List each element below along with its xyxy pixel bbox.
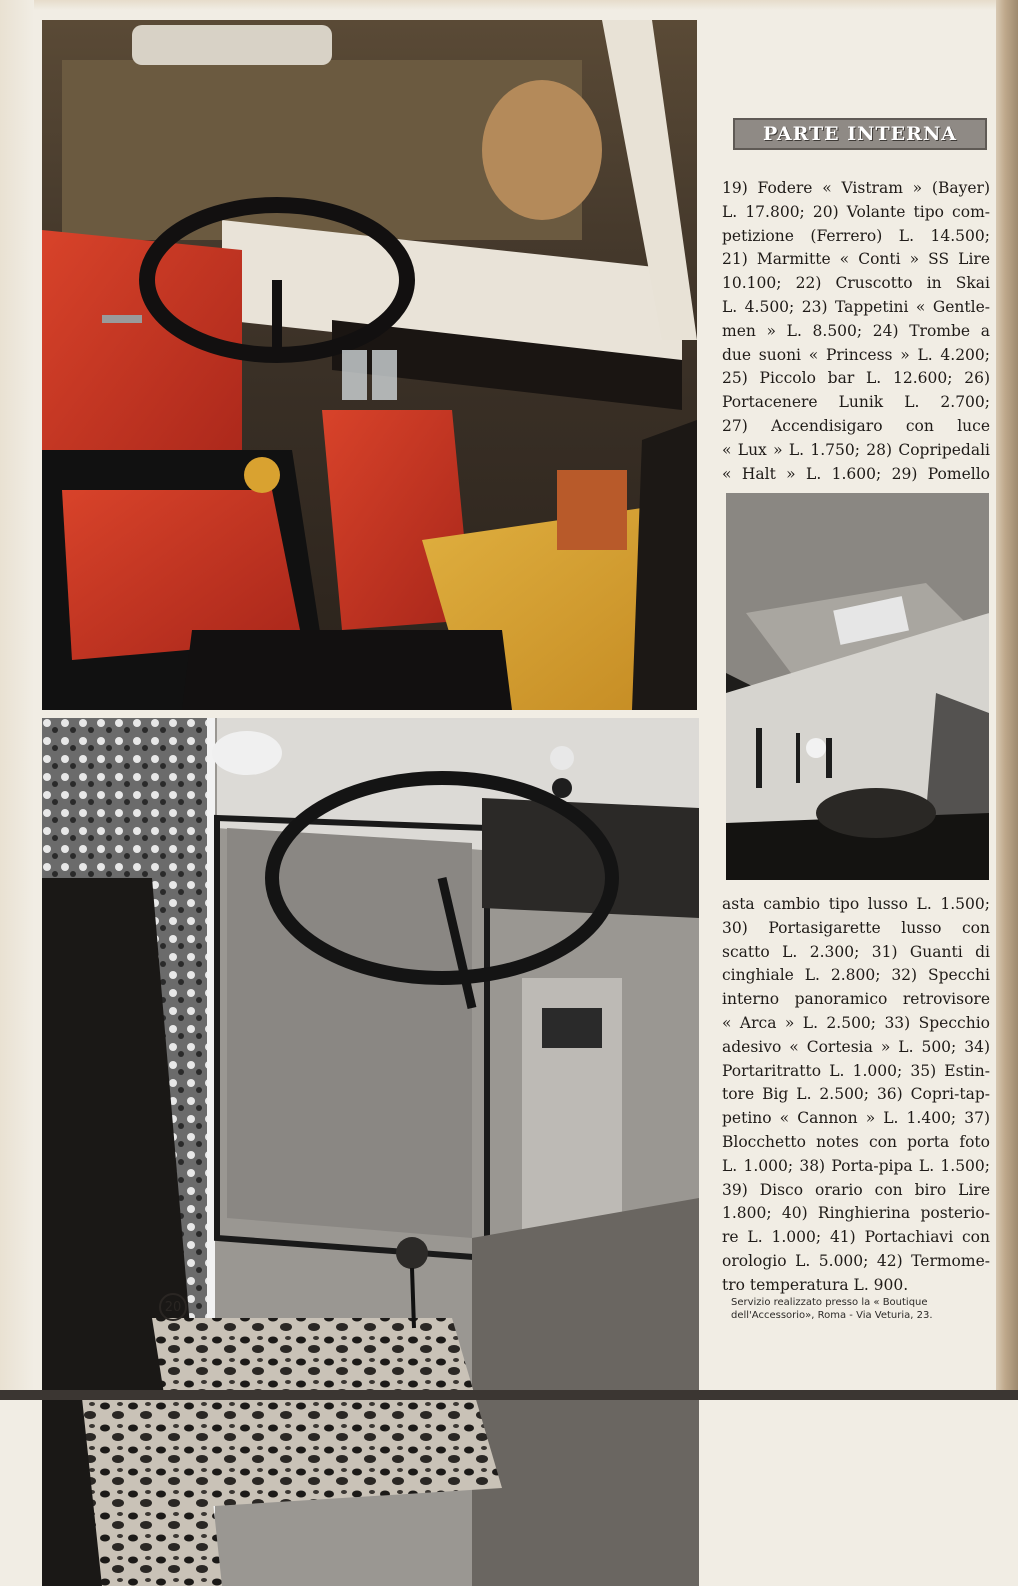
text-line: adesivo « Cortesia » L. 500; 34)	[722, 1037, 990, 1056]
text-line: re L. 1.000; 41) Portachiavi con	[722, 1228, 990, 1247]
section-title: PARTE INTERNA	[762, 123, 958, 145]
text-line: L. 4.500; 23) Tappetini « Gentle-	[722, 297, 990, 316]
page-gutter	[0, 0, 34, 1400]
page-edge	[0, 0, 1018, 10]
text-line: 27) Accendisigaro con luce	[722, 416, 990, 435]
text-line: L. 1.000; 38) Porta-pipa L. 1.500;	[722, 1156, 990, 1175]
text-line: tore Big L. 2.500; 36) Copri-tap-	[722, 1085, 990, 1104]
text-line: due suoni « Princess » L. 4.200;	[722, 345, 990, 364]
page-edge-right	[996, 0, 1018, 1400]
text-line: L. 17.800; 20) Volante tipo com-	[722, 202, 990, 221]
text-line: 30) Portasigarette lusso con	[722, 918, 990, 937]
text-line: petizione (Ferrero) L. 14.500;	[722, 226, 990, 245]
page-number: 20	[159, 1293, 187, 1321]
text-line: 39) Disco orario con biro Lire	[722, 1180, 990, 1199]
photo-car-interior-color	[42, 20, 697, 710]
text-line: 25) Piccolo bar L. 12.600; 26)	[722, 369, 990, 388]
page-bottom-edge	[0, 1390, 1018, 1400]
text-line: « Lux » L. 1.750; 28) Copripedali	[722, 440, 990, 459]
text-line: cinghiale L. 2.800; 32) Specchi	[722, 966, 990, 985]
section-header	[733, 118, 987, 150]
text-line: 21) Marmitte « Conti » SS Lire	[722, 250, 990, 269]
text-line: 19) Fodere « Vistram » (Bayer)	[722, 179, 990, 197]
text-line: 1.800; 40) Ringhierina posterio-	[722, 1204, 990, 1223]
text-line: scatto L. 2.300; 31) Guanti di	[722, 942, 990, 961]
text-line: interno panoramico retrovisore	[722, 990, 990, 1009]
caption-line: dell'Accessorio», Roma - Via Veturia, 23.	[731, 1309, 933, 1321]
text-line: orologio L. 5.000; 42) Termome-	[722, 1251, 990, 1270]
text-line: « Halt » L. 1.600; 29) Pomello	[722, 464, 990, 483]
text-line: 10.100; 22) Cruscotto in Skai	[722, 274, 990, 293]
photo-sun-visor	[726, 493, 989, 880]
text-line: tro temperatura L. 900.	[722, 1275, 909, 1294]
text-line: Portaritratto L. 1.000; 35) Estin-	[722, 1061, 990, 1080]
text-line: men » L. 8.500; 24) Trombe a	[722, 321, 990, 340]
photo-credit-caption	[731, 1297, 993, 1322]
text-line: « Arca » L. 2.500; 33) Specchio	[722, 1013, 990, 1032]
accessory-list-part-2	[722, 893, 990, 1298]
text-line: asta cambio tipo lusso L. 1.500;	[722, 895, 990, 913]
text-line: petino « Cannon » L. 1.400; 37)	[722, 1109, 990, 1128]
accessory-list-part-1	[722, 177, 990, 486]
caption-line: Servizio realizzato presso la « Boutique	[731, 1297, 928, 1308]
text-line: Portacenere Lunik L. 2.700;	[722, 393, 990, 412]
text-line: Blocchetto notes con porta foto	[722, 1132, 990, 1151]
photo-car-interior-bw	[42, 718, 699, 1586]
